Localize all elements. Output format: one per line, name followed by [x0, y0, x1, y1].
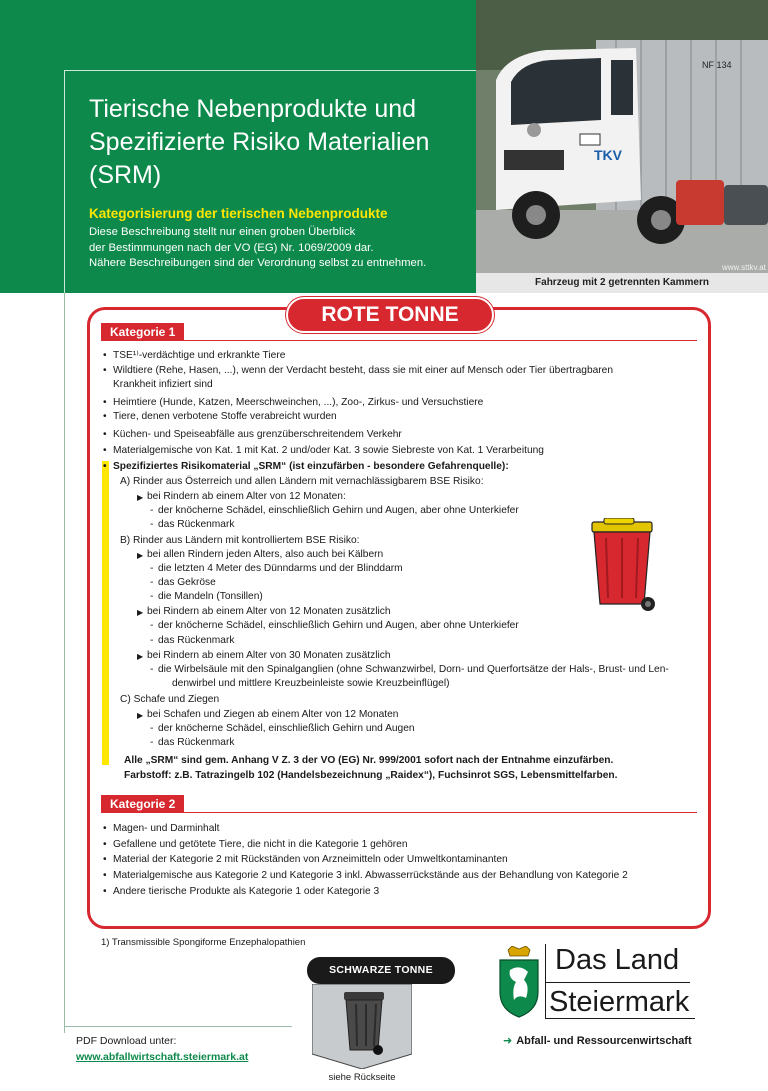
- list-item: • Heimtiere (Hunde, Katzen, Meerschweinchen, ...), Zoo-, Zirkus- und Versuchstiere: [113, 396, 483, 409]
- intro-line: Diese Beschreibung stellt nur einen groben Überblick: [89, 226, 356, 238]
- pdf-download-label: PDF Download unter:: [76, 1035, 177, 1047]
- black-bin-icon: [312, 984, 412, 1069]
- list-subitem: ▶ bei Schafen und Ziegen ab einem Alter von 12 Monaten: [147, 708, 398, 721]
- truck-plate: NF 134: [702, 60, 732, 70]
- page-rule-horizontal: [64, 1026, 292, 1027]
- list-subitem: ▶ bei Rindern ab einem Alter von 12 Monaten:: [147, 490, 346, 503]
- photo-caption: Fahrzeug mit 2 getrennten Kammern: [476, 273, 768, 293]
- department-label: [503, 1034, 692, 1047]
- header-rule-vertical: [64, 70, 65, 293]
- list-detail: - das Rückenmark: [158, 518, 234, 531]
- list-detail: - das Rückenmark: [158, 634, 234, 647]
- rote-tonne-label: ROTE TONNE: [286, 297, 494, 333]
- list-detail: - der knöcherne Schädel, einschließlich Gehirn und Augen, aber ohne Unterkiefer: [158, 619, 519, 632]
- header-rule-horizontal: [64, 70, 476, 71]
- list-subitem: ▶ bei allen Rindern jeden Alters, also auch bei Kälbern: [147, 548, 383, 561]
- list-item: • Materialgemische von Kat. 1 mit Kat. 2 und/oder Kat. 3 sowie Siebreste von Kat. 1 Verarbeitung: [113, 444, 544, 457]
- list-item: • Küchen- und Speiseabfälle aus grenzüberschreitendem Verkehr: [113, 428, 402, 441]
- kategorie-1-rule: [101, 340, 697, 341]
- kategorie-1-heading: Kategorie 1: [101, 323, 184, 341]
- see-reverse-note: siehe Rückseite: [328, 1072, 396, 1083]
- list-detail: - die letzten 4 Meter des Dünndarms und der Blinddarm: [158, 562, 403, 575]
- list-item: • Magen- und Darminhalt: [113, 822, 219, 835]
- list-subitem: ▶ bei Rindern ab einem Alter von 12 Monaten zusätzlich: [147, 605, 391, 618]
- red-bin-icon: [584, 518, 664, 618]
- kategorie-2-rule: [101, 812, 697, 813]
- list-detail: - die Mandeln (Tonsillen): [158, 590, 263, 603]
- list-item: • Wildtiere (Rehe, Hasen, ...), wenn der Verdacht besteht, dass sie mit einer auf Mensch oder Tier übertragbaren: [113, 364, 613, 377]
- arrow-right-icon: ➜: [503, 1035, 513, 1047]
- srm-group-b: B) Rinder aus Ländern mit kontrolliertem BSE Risiko:: [120, 535, 360, 546]
- list-detail: - das Gekröse: [158, 576, 216, 589]
- pdf-download-link[interactable]: www.abfallwirtschaft.steiermark.at: [76, 1051, 249, 1063]
- intro-line: der Bestimmungen nach der VO (EG) Nr. 1069/2009 dar.: [89, 241, 374, 254]
- list-item-continued: Krankheit infiziert sind: [113, 379, 213, 390]
- intro-line: Nähere Beschreibungen sind der Verordnung selbst zu entnehmen.: [89, 257, 427, 269]
- list-subitem: ▶ bei Rindern ab einem Alter von 30 Monaten zusätzlich: [147, 649, 391, 662]
- list-item: • Materialgemische aus Kategorie 2 und Kategorie 3 inkl. Abwasserrückstände aus der Behandlung von Kategorie 2: [113, 869, 628, 882]
- list-detail-continued: denwirbel und mittlere Kreuzbeinleiste sowie Kreuzbeinflügel): [172, 678, 450, 689]
- list-item: • Tiere, denen verbotene Stoffe verabreicht wurden: [113, 410, 337, 423]
- department-name: Abfall- und Ressourcenwirtschaft: [516, 1035, 692, 1047]
- steiermark-crest-icon: [498, 946, 540, 1018]
- list-item: • Andere tierische Produkte als Kategorie 1 oder Kategorie 3: [113, 885, 379, 898]
- page-title: Tierische Nebenprodukte und Spezifizierte Risiko Materialien (SRM): [89, 95, 430, 189]
- footnote: 1) Transmissible Spongiforme Enzephalopathien: [101, 937, 306, 948]
- truck-illustration: [476, 0, 768, 273]
- logo-rule-top: [545, 982, 690, 983]
- logo-text-steiermark: Steiermark: [549, 986, 690, 1018]
- srm-coloring-note: Alle „SRM“ sind gem. Anhang V Z. 3 der VO (EG) Nr. 999/2001 sofort nach der Entnahme einzufärben.: [124, 755, 614, 766]
- logo-text-das-land: Das Land: [555, 944, 680, 976]
- srm-dye-note: Farbstoff: z.B. Tatrazingelb 102 (Handelsbezeichnung „Raidex“), Fuchsinrot SGS, Lebensmittelfarben.: [124, 770, 618, 781]
- intro-text: [89, 225, 474, 272]
- list-item: • Gefallene und getötete Tiere, die nicht in die Kategorie 1 gehören: [113, 838, 408, 851]
- srm-heading: • Spezifiziertes Risikomaterial „SRM“ (ist einzufärben - besondere Gefahrenquelle):: [113, 460, 509, 473]
- page-subtitle: Kategorisierung der tierischen Nebenprodukte: [89, 206, 388, 221]
- page-rule-vertical: [64, 293, 65, 1033]
- list-detail: - der knöcherne Schädel, einschließlich Gehirn und Augen: [158, 722, 415, 735]
- srm-group-a: A) Rinder aus Österreich und allen Ländern mit vernachlässigbarem BSE Risiko:: [120, 476, 484, 487]
- list-item: • Material der Kategorie 2 mit Rückständen von Arzneimitteln oder Umweltkontaminanten: [113, 853, 508, 866]
- list-detail: - das Rückenmark: [158, 736, 234, 749]
- logo-rule-vertical: [545, 944, 546, 1018]
- schwarze-tonne-label: SCHWARZE TONNE: [307, 957, 455, 984]
- photo-watermark: www.sttkv.at: [722, 263, 766, 272]
- list-item: • TSE¹⁾-verdächtige und erkrankte Tiere: [113, 349, 285, 362]
- truck-photo: [476, 0, 768, 273]
- list-detail: - der knöcherne Schädel, einschließlich Gehirn und Augen, aber ohne Unterkiefer: [158, 504, 519, 517]
- truck-logo: TKV: [594, 147, 622, 163]
- list-detail: - die Wirbelsäule mit den Spinalganglien (ohne Schwanzwirbel, Dorn- und Querfortsätze der Hals-, Brust- und Len-: [158, 663, 669, 676]
- kategorie-2-heading: Kategorie 2: [101, 795, 184, 813]
- srm-highlight-bar: [102, 461, 109, 765]
- srm-group-c: C) Schafe und Ziegen: [120, 694, 220, 705]
